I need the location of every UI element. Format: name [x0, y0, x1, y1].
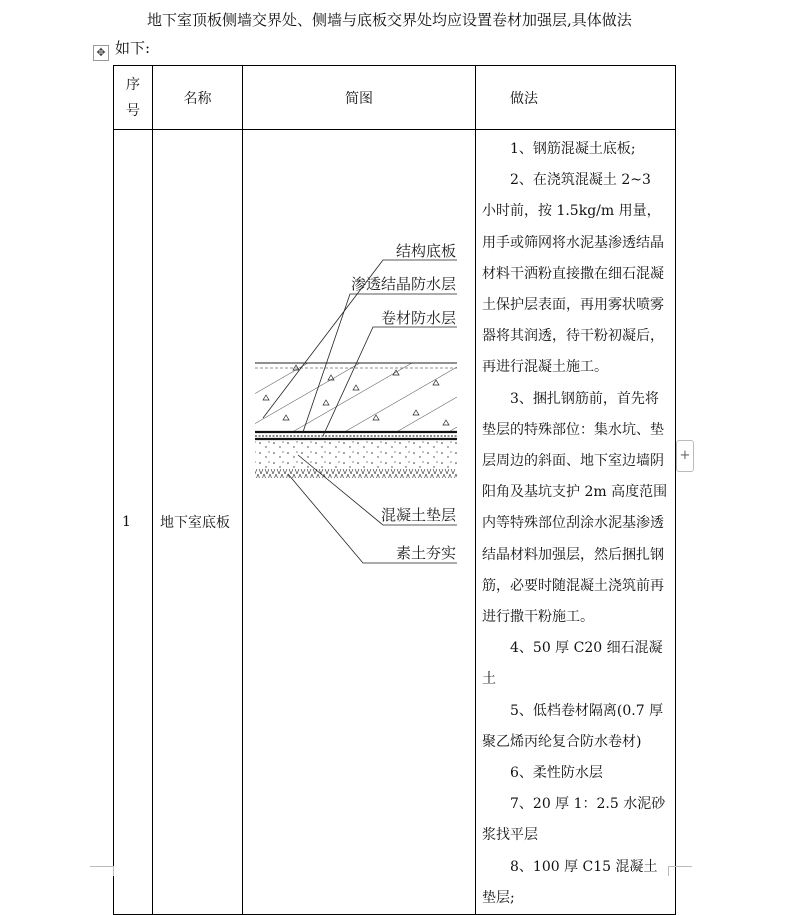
page-corner-mark: [668, 866, 692, 867]
method-step: 8、100 厚 C15 混凝土垫层;: [482, 858, 658, 906]
method-step: 1、钢筋混凝土底板;: [510, 141, 636, 157]
method-step: 3、捆扎钢筋前，首先将垫层的特殊部位：集水坑、垫层周边的斜面、地下室边墙阴阳角及基坑支护 2m 高度范围内等特殊部位刮涂水泥基渗透结晶材料加强层，然后捆扎钢筋，必要时随混凝土浇筑前再进行撒干粉施工。: [482, 390, 668, 626]
floor-section-diagram: [243, 130, 475, 846]
intro-line-2: 如下:: [115, 39, 151, 57]
header-diagram: 简图: [243, 66, 476, 130]
row-name: 地下室底板: [153, 130, 243, 915]
label-concrete-cushion: 混凝土垫层: [380, 506, 456, 524]
header-index: 序号: [114, 66, 153, 130]
label-compacted-soil: 素土夯实: [395, 544, 456, 562]
method-step: 2、在浇筑混凝土 2~3 小时前，按 1.5kg/m 用量，用手或筛网将水泥基渗透结晶材料干洒粉直接撒在细石混凝土保护层表面，再用雾状喷雾器将其润透，待干粉初凝后，再进行混凝土施工。: [482, 172, 664, 376]
construction-table: [113, 65, 676, 915]
method-step: 7、20 厚 1：2.5 水泥砂浆找平层: [482, 796, 666, 844]
concrete-cushion-layer: [255, 441, 457, 469]
label-crystalline-layer: 渗透结晶防水层: [350, 275, 456, 293]
row-method: [476, 130, 676, 915]
row-index: 1: [114, 130, 153, 915]
label-membrane-layer: 卷材防水层: [380, 309, 456, 327]
label-structural-slab: 结构底板: [395, 242, 456, 260]
structural-slab-layer: [255, 363, 457, 431]
method-step: 5、低档卷材隔离(0.7 厚聚乙烯丙纶复合防水卷材): [482, 702, 664, 750]
method-step: 6、柔性防水层: [510, 765, 603, 782]
compacted-soil-layer: [255, 469, 457, 478]
table-row: [114, 130, 676, 915]
intro-paragraph: [115, 6, 675, 62]
table-move-handle-icon[interactable]: ✥: [93, 45, 109, 61]
table-header-row: [114, 66, 676, 130]
intro-line-1: 地下室顶板侧墙交界处、侧墙与底板交界处均应设置卷材加强层,具体做法: [147, 11, 632, 29]
page-corner-mark: [668, 866, 669, 876]
header-name: 名称: [153, 66, 243, 130]
add-column-button[interactable]: +: [676, 440, 694, 472]
method-step: 4、50 厚 C20 细石混凝土: [482, 640, 663, 688]
header-method: 做法: [476, 66, 676, 130]
page-corner-mark: [113, 866, 114, 876]
page-corner-mark: [90, 866, 114, 867]
row-diagram-cell: [243, 130, 476, 915]
